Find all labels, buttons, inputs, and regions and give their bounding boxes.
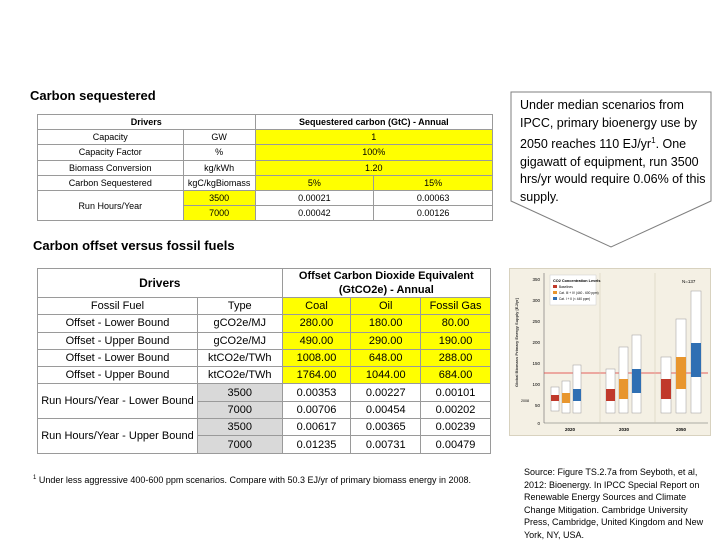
cell-value: 0.00454 <box>351 401 421 418</box>
run-lower-label: Run Hours/Year - Lower Bound <box>38 384 198 419</box>
row-unit: % <box>183 145 255 160</box>
cell-value: 0.00101 <box>421 384 491 401</box>
legend-swatch-cat12 <box>553 297 557 300</box>
range-bar <box>573 389 581 401</box>
cell-value: 0.00365 <box>351 419 421 436</box>
callout-text-main: Under median scenarios from IPCC, primary bioenergy use by 2050 reaches 110 EJ/yr <box>520 98 698 152</box>
run-hours-value: 3500 <box>197 384 282 401</box>
range-bar <box>676 357 686 389</box>
row-unit: kgC/kgBiomass <box>183 175 255 190</box>
callout-box <box>510 91 712 248</box>
run-hours-value: 3500 <box>197 419 282 436</box>
sequestered-heading: Carbon sequestered <box>30 88 156 103</box>
run-hours-value: 7000 <box>197 401 282 418</box>
callout-text <box>520 97 710 206</box>
cell-value: 0.00063 <box>374 190 493 205</box>
range-bar <box>619 379 628 399</box>
range-bar <box>606 389 615 401</box>
fuel-coal: Coal <box>282 298 351 315</box>
range-bar <box>691 343 701 377</box>
cell-value: 0.00706 <box>282 401 351 418</box>
cell-value: 490.00 <box>282 332 351 349</box>
cell-value: 0.00042 <box>255 206 374 221</box>
cell-value: 0.00126 <box>374 206 493 221</box>
row-label: Offset - Lower Bound <box>38 349 198 366</box>
y-tick-label: 100 <box>532 382 540 387</box>
legend-label: Cat. I + II (< 440 ppm) <box>559 297 591 301</box>
row-value: 1 <box>255 130 492 145</box>
cell-value: 288.00 <box>421 349 491 366</box>
bioenergy-chart <box>510 269 712 437</box>
cell-value: 0.00353 <box>282 384 351 401</box>
row-type: ktCO2e/TWh <box>197 349 282 366</box>
legend-title: CO2 Concentration Levels <box>553 279 601 283</box>
row-unit: kg/kWh <box>183 160 255 175</box>
footnote <box>33 472 493 486</box>
bioenergy-figure <box>509 268 711 436</box>
x-tick-label: 2030 <box>618 427 630 432</box>
row-unit: GW <box>183 130 255 145</box>
row-type: gCO2e/MJ <box>197 332 282 349</box>
y-tick-label: 350 <box>532 277 540 282</box>
fuel-gas: Fossil Gas <box>421 298 491 315</box>
run-hours-value: 7000 <box>183 206 255 221</box>
offset-annual-header-line1: Offset Carbon Dioxide Equivalent <box>298 270 474 282</box>
cell-value: 1044.00 <box>351 367 421 384</box>
offset-heading: Carbon offset versus fossil fuels <box>33 238 235 253</box>
row-value: 1.20 <box>255 160 492 175</box>
cell-value: 684.00 <box>421 367 491 384</box>
row-label: Biomass Conversion <box>38 160 184 175</box>
y-tick-label: 300 <box>532 298 540 303</box>
pct-15: 15% <box>374 175 493 190</box>
row-label: Carbon Sequestered <box>38 175 184 190</box>
footnote-sup: 1 <box>33 475 37 481</box>
cell-value: 0.00227 <box>351 384 421 401</box>
y-tick-label: 50 <box>534 403 540 408</box>
footnote-text: Under less aggressive 400-600 ppm scenarios. Compare with 50.3 EJ/yr of primary biomass energy in 2008. <box>36 475 472 485</box>
legend-label: Baselines <box>559 285 573 289</box>
row-type: ktCO2e/TWh <box>197 367 282 384</box>
n-label: N=137 <box>682 279 696 284</box>
figure-ylabel: Global Biomass Primary Energy Supply [EJ/yr] <box>514 298 519 387</box>
callout-sup: 1 <box>651 136 656 145</box>
cell-value: 290.00 <box>351 332 421 349</box>
run-upper-label: Run Hours/Year - Upper Bound <box>38 419 198 454</box>
type-header: Type <box>197 298 282 315</box>
cell-value: 80.00 <box>421 315 491 332</box>
row-value: 100% <box>255 145 492 160</box>
cell-value: 0.00239 <box>421 419 491 436</box>
row-label: Capacity <box>38 130 184 145</box>
cell-value: 0.00202 <box>421 401 491 418</box>
legend-swatch-baselines <box>553 285 557 288</box>
cell-value: 1008.00 <box>282 349 351 366</box>
run-hours-value: 7000 <box>197 436 282 453</box>
pct-5: 5% <box>255 175 374 190</box>
range-bar <box>632 369 641 393</box>
cell-value: 0.00021 <box>255 190 374 205</box>
figure-source: Source: Figure TS.2.7a from Seyboth, et al, 2012: Bioenergy. In IPCC Special Report on Renewable Energy Sources and Climate Change Mitigation. Cambridge University Press, Cambridge, United Kingdom and New York, NY, USA. <box>524 467 704 540</box>
legend-swatch-cat34 <box>553 291 557 294</box>
row-type: gCO2e/MJ <box>197 315 282 332</box>
y-tick-label: 0 <box>537 421 540 426</box>
offset-drivers-header: Drivers <box>38 269 283 298</box>
x-tick-label: 2050 <box>675 427 687 432</box>
row-label: Offset - Upper Bound <box>38 367 198 384</box>
x-tick-label: 2020 <box>564 427 576 432</box>
row-label: Offset - Upper Bound <box>38 332 198 349</box>
fuel-oil: Oil <box>351 298 421 315</box>
y-tick-label: 150 <box>532 361 540 366</box>
cell-value: 280.00 <box>282 315 351 332</box>
cell-value: 180.00 <box>351 315 421 332</box>
drivers-header: Drivers <box>38 115 256 130</box>
row-label: Capacity Factor <box>38 145 184 160</box>
cell-value: 0.00731 <box>351 436 421 453</box>
range-bar <box>562 393 570 403</box>
run-hours-value: 3500 <box>183 190 255 205</box>
y-tick-label: 250 <box>532 319 540 324</box>
cell-value: 648.00 <box>351 349 421 366</box>
cell-value: 1764.00 <box>282 367 351 384</box>
row-label: Offset - Lower Bound <box>38 315 198 332</box>
cell-value: 190.00 <box>421 332 491 349</box>
callout-text-rest: . One gigawatt of equipment, run 3500 hrs/yr would require 0.06% of this supply. <box>520 137 706 204</box>
sequestered-table <box>37 114 493 221</box>
range-bar <box>551 395 559 401</box>
cell-value: 0.00617 <box>282 419 351 436</box>
marker-label: 2008 <box>521 399 529 403</box>
cell-value: 0.01235 <box>282 436 351 453</box>
range-bar <box>661 379 671 399</box>
offset-annual-header-line2: (GtCO2e) - Annual <box>338 284 434 296</box>
annual-header: Sequestered carbon (GtC) - Annual <box>255 115 492 130</box>
offset-annual-header <box>282 269 490 298</box>
run-hours-label: Run Hours/Year <box>38 190 184 220</box>
y-tick-label: 200 <box>532 340 540 345</box>
legend-label: Cat. III + IV (440 - 600 ppm) <box>559 291 599 295</box>
fuel-header: Fossil Fuel <box>38 298 198 315</box>
offset-table <box>37 268 491 454</box>
cell-value: 0.00479 <box>421 436 491 453</box>
